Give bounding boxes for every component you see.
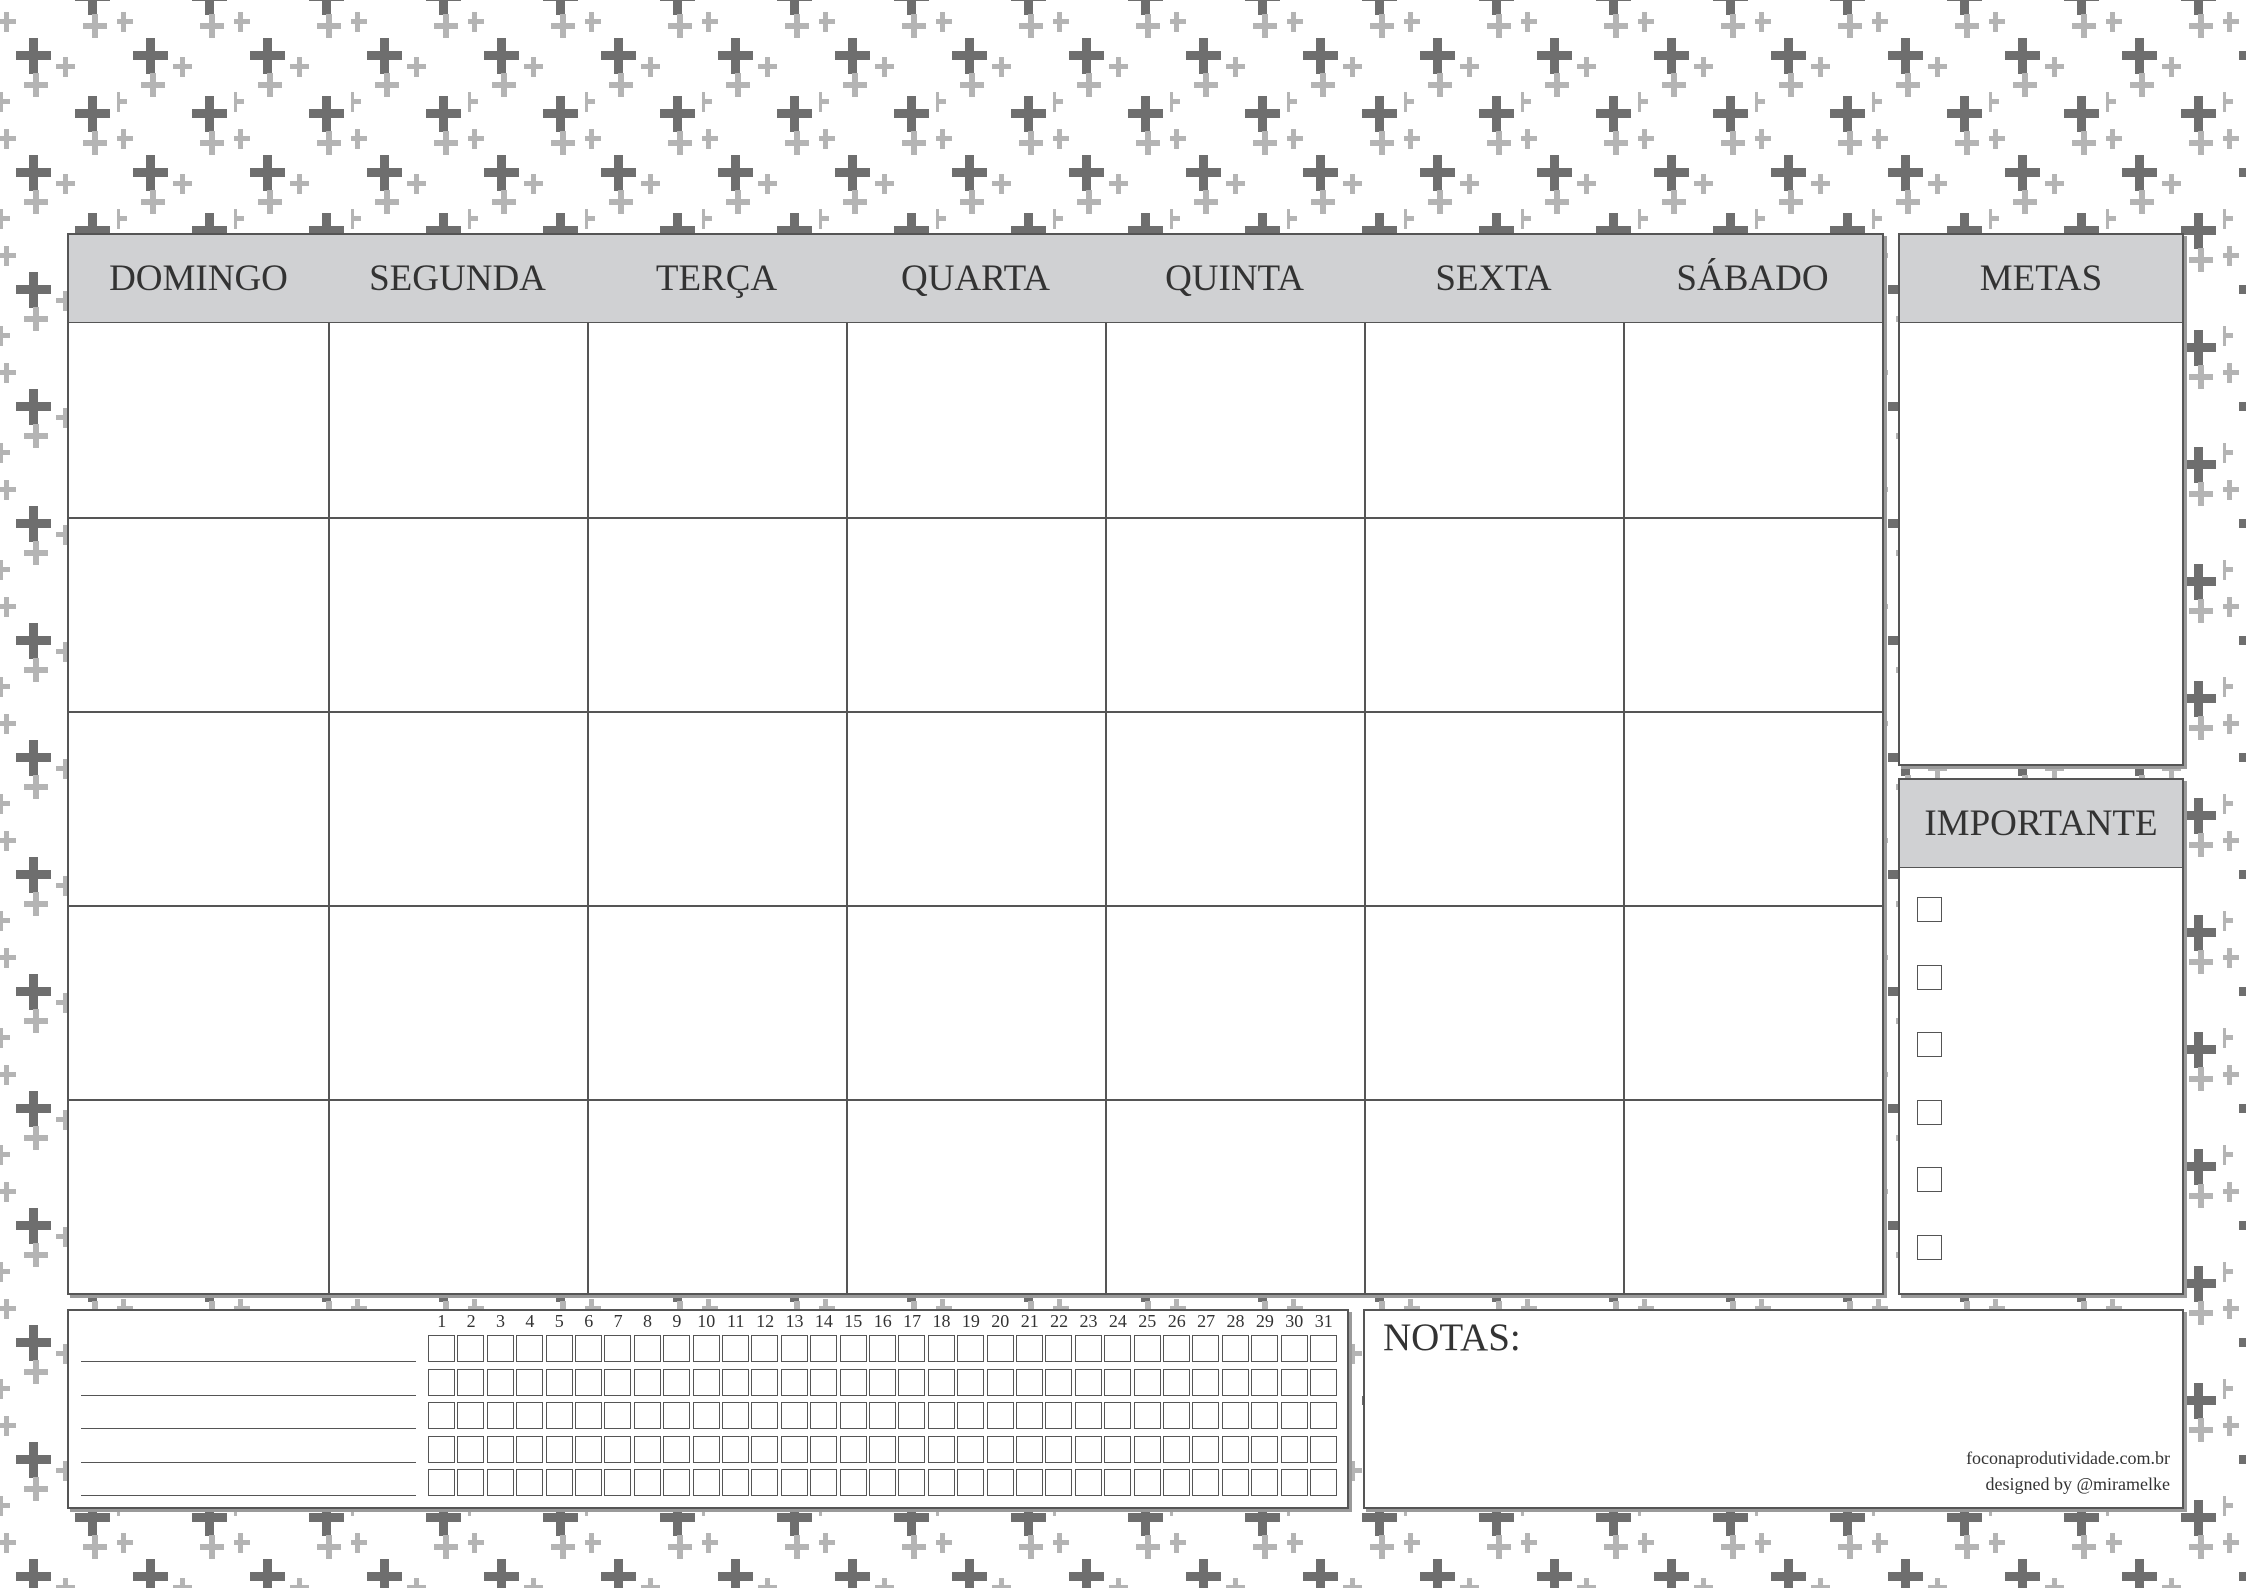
important-checkbox[interactable] [1917, 1100, 1942, 1125]
tracker-day-number: 7 [613, 1311, 623, 1331]
habit-day-checkbox[interactable] [987, 1369, 1014, 1396]
calendar-day-cell[interactable] [69, 517, 328, 711]
habit-day-checkbox[interactable] [957, 1402, 984, 1429]
habit-day-checkbox[interactable] [1134, 1469, 1161, 1496]
tracker-day-number: 15 [844, 1311, 863, 1331]
habit-day-checkbox[interactable] [487, 1402, 514, 1429]
calendar-day-cell[interactable] [69, 323, 328, 517]
habit-day-checkbox[interactable] [810, 1469, 837, 1496]
habit-day-checkbox[interactable] [575, 1335, 602, 1362]
habit-day-checkbox[interactable] [869, 1402, 896, 1429]
row-divider [69, 517, 1882, 519]
habit-day-checkbox[interactable] [1192, 1436, 1219, 1463]
habit-day-checkbox[interactable] [1251, 1369, 1278, 1396]
habit-day-checkbox[interactable] [693, 1402, 720, 1429]
habit-day-checkbox[interactable] [516, 1469, 543, 1496]
tracker-day-number: 6 [584, 1311, 594, 1331]
weekday-tuesday: TERÇA [655, 258, 778, 299]
calendar-day-cell[interactable] [328, 1099, 587, 1293]
calendar-day-cell[interactable] [328, 517, 587, 711]
tracker-day-number: 24 [1108, 1311, 1127, 1331]
calendar-day-cell[interactable] [1623, 711, 1882, 905]
calendar-day-cell[interactable] [846, 711, 1105, 905]
habit-day-checkbox[interactable] [840, 1469, 867, 1496]
habit-day-checkbox[interactable] [751, 1335, 778, 1362]
habit-day-checkbox[interactable] [1075, 1436, 1102, 1463]
calendar-day-cell[interactable] [1105, 323, 1364, 517]
habit-day-checkbox[interactable] [457, 1436, 484, 1463]
habit-day-checkbox[interactable] [634, 1335, 661, 1362]
website-credit: foconaprodutividade.com.br [1966, 1448, 2170, 1468]
habit-day-checkbox[interactable] [957, 1436, 984, 1463]
weekday-wednesday: QUARTA [901, 258, 1050, 299]
habit-day-checkbox[interactable] [957, 1335, 984, 1362]
habit-day-checkbox[interactable] [898, 1335, 925, 1362]
calendar-day-cell[interactable] [69, 711, 328, 905]
row-divider [69, 711, 1882, 713]
habit-day-checkbox[interactable] [487, 1335, 514, 1362]
habit-day-checkbox[interactable] [1310, 1335, 1337, 1362]
important-item-space[interactable] [1952, 965, 2172, 990]
calendar-day-cell[interactable] [587, 517, 846, 711]
habit-name-line[interactable] [81, 1395, 416, 1396]
habit-day-checkbox[interactable] [987, 1402, 1014, 1429]
calendar-day-cell[interactable] [328, 711, 587, 905]
habit-day-checkbox[interactable] [1281, 1369, 1308, 1396]
habit-day-checkbox[interactable] [428, 1436, 455, 1463]
important-item-space[interactable] [1952, 1032, 2172, 1057]
calendar-day-cell[interactable] [1364, 517, 1623, 711]
habit-name-line[interactable] [81, 1361, 416, 1362]
column-divider [1364, 323, 1366, 1293]
habit-day-checkbox[interactable] [898, 1369, 925, 1396]
habit-day-checkbox[interactable] [810, 1335, 837, 1362]
tracker-day-number: 29 [1255, 1311, 1274, 1331]
calendar-day-cell[interactable] [1105, 1099, 1364, 1293]
weekday-sunday: DOMINGO [109, 258, 288, 299]
habit-day-checkbox[interactable] [457, 1469, 484, 1496]
habit-day-checkbox[interactable] [840, 1402, 867, 1429]
habit-day-checkbox[interactable] [1192, 1335, 1219, 1362]
important-checkbox[interactable] [1917, 965, 1942, 990]
habit-day-checkbox[interactable] [722, 1436, 749, 1463]
calendar-day-cell[interactable] [1105, 905, 1364, 1099]
habit-day-checkbox[interactable] [1075, 1369, 1102, 1396]
important-checklist [1900, 868, 2182, 1293]
habit-day-checkbox[interactable] [487, 1369, 514, 1396]
habit-day-checkbox[interactable] [575, 1369, 602, 1396]
habit-day-checkbox[interactable] [693, 1469, 720, 1496]
tracker-day-number: 22 [1050, 1311, 1069, 1331]
habit-day-checkbox[interactable] [1134, 1436, 1161, 1463]
tracker-day-number: 14 [814, 1311, 833, 1331]
tracker-day-number: 21 [1020, 1311, 1039, 1331]
habit-day-checkbox[interactable] [604, 1436, 631, 1463]
goals-title: METAS [1900, 235, 2182, 323]
habit-day-checkbox[interactable] [840, 1369, 867, 1396]
tracker-day-number: 26 [1167, 1311, 1186, 1331]
tracker-day-number: 27 [1197, 1311, 1216, 1331]
calendar-day-cell[interactable] [1623, 517, 1882, 711]
habit-day-checkbox[interactable] [810, 1436, 837, 1463]
habit-day-checkbox[interactable] [722, 1469, 749, 1496]
habit-day-checkbox[interactable] [1075, 1469, 1102, 1496]
tracker-day-number: 25 [1138, 1311, 1157, 1331]
calendar-day-cell[interactable] [587, 1099, 846, 1293]
habit-day-checkbox[interactable] [781, 1469, 808, 1496]
weekday-thursday: QUINTA [1165, 258, 1304, 299]
goals-panel [1898, 233, 2184, 766]
column-divider [328, 323, 330, 1293]
habit-day-checkbox[interactable] [1104, 1436, 1131, 1463]
goals-writing-area[interactable] [1900, 323, 2182, 763]
habit-day-checkbox[interactable] [898, 1469, 925, 1496]
tracker-day-number: 12 [756, 1311, 775, 1331]
habit-day-checkbox[interactable] [1104, 1469, 1131, 1496]
habit-name-line[interactable] [81, 1428, 416, 1429]
important-item-space[interactable] [1952, 1167, 2172, 1192]
calendar-day-cell[interactable] [1364, 905, 1623, 1099]
monthly-calendar [67, 233, 1884, 1295]
habit-day-checkbox[interactable] [457, 1369, 484, 1396]
habit-day-checkbox[interactable] [546, 1335, 573, 1362]
habit-day-checkbox[interactable] [634, 1402, 661, 1429]
tracker-day-number: 13 [785, 1311, 804, 1331]
tracker-day-number: 11 [727, 1311, 745, 1331]
habit-day-checkbox[interactable] [428, 1335, 455, 1362]
important-checkbox[interactable] [1917, 1235, 1942, 1260]
habit-day-checkbox[interactable] [1310, 1469, 1337, 1496]
habit-day-checkbox[interactable] [898, 1436, 925, 1463]
habit-day-checkbox[interactable] [781, 1335, 808, 1362]
habit-day-checkbox[interactable] [1310, 1402, 1337, 1429]
habit-day-checkbox[interactable] [1163, 1369, 1190, 1396]
calendar-day-cell[interactable] [846, 517, 1105, 711]
habit-day-checkbox[interactable] [869, 1469, 896, 1496]
habit-day-checkbox[interactable] [1045, 1469, 1072, 1496]
tracker-day-number: 8 [642, 1311, 652, 1331]
tracker-day-number: 30 [1285, 1311, 1304, 1331]
tracker-day-number: 9 [672, 1311, 682, 1331]
habit-day-checkbox[interactable] [722, 1402, 749, 1429]
calendar-day-cell[interactable] [846, 323, 1105, 517]
habit-day-checkbox[interactable] [693, 1436, 720, 1463]
habit-day-checkbox[interactable] [1045, 1335, 1072, 1362]
habit-day-checkbox[interactable] [634, 1369, 661, 1396]
habit-day-checkbox[interactable] [516, 1369, 543, 1396]
habit-day-checkbox[interactable] [1222, 1369, 1249, 1396]
habit-day-checkbox[interactable] [516, 1402, 543, 1429]
habit-day-checkbox[interactable] [928, 1436, 955, 1463]
habit-day-checkbox[interactable] [1192, 1369, 1219, 1396]
tracker-day-number: 5 [554, 1311, 564, 1331]
tracker-day-number: 19 [961, 1311, 980, 1331]
calendar-day-cell[interactable] [587, 905, 846, 1099]
calendar-day-cell[interactable] [846, 905, 1105, 1099]
tracker-day-number: 20 [991, 1311, 1010, 1331]
calendar-day-cell[interactable] [328, 905, 587, 1099]
habit-day-checkbox[interactable] [1045, 1369, 1072, 1396]
habit-day-checkbox[interactable] [781, 1436, 808, 1463]
tracker-day-number: 4 [525, 1311, 535, 1331]
habit-day-checkbox[interactable] [1281, 1335, 1308, 1362]
habit-day-checkbox[interactable] [1310, 1436, 1337, 1463]
habit-day-checkbox[interactable] [781, 1402, 808, 1429]
habit-day-checkbox[interactable] [810, 1402, 837, 1429]
column-divider [587, 323, 589, 1293]
weekday-saturday: SÁBADO [1676, 258, 1829, 299]
notes-panel [1363, 1309, 2184, 1509]
weekday-friday: SEXTA [1435, 258, 1552, 299]
habit-day-checkbox[interactable] [1104, 1335, 1131, 1362]
habit-day-checkbox[interactable] [1310, 1369, 1337, 1396]
habit-day-checkbox[interactable] [928, 1402, 955, 1429]
calendar-day-cell[interactable] [69, 1099, 328, 1293]
row-divider [69, 905, 1882, 907]
habit-day-checkbox[interactable] [1016, 1369, 1043, 1396]
tracker-day-number: 3 [495, 1311, 505, 1331]
habit-day-checkbox[interactable] [987, 1436, 1014, 1463]
habit-day-checkbox[interactable] [1075, 1335, 1102, 1362]
column-divider [1105, 323, 1107, 1293]
habit-day-checkbox[interactable] [1104, 1402, 1131, 1429]
habit-day-checkbox[interactable] [1281, 1436, 1308, 1463]
important-checkbox[interactable] [1917, 1167, 1942, 1192]
habit-day-checkbox[interactable] [751, 1402, 778, 1429]
important-checkbox[interactable] [1917, 897, 1942, 922]
habit-day-checkbox[interactable] [546, 1369, 573, 1396]
habit-day-checkbox[interactable] [751, 1369, 778, 1396]
habit-day-checkbox[interactable] [1016, 1436, 1043, 1463]
habit-day-checkbox[interactable] [1222, 1402, 1249, 1429]
calendar-day-cell[interactable] [846, 1099, 1105, 1293]
habit-day-checkbox[interactable] [957, 1369, 984, 1396]
habit-day-checkbox[interactable] [1016, 1335, 1043, 1362]
habit-day-checkbox[interactable] [1251, 1335, 1278, 1362]
habit-day-checkbox[interactable] [1016, 1402, 1043, 1429]
habit-day-checkbox[interactable] [840, 1335, 867, 1362]
habit-day-checkbox[interactable] [1192, 1402, 1219, 1429]
habit-day-checkbox[interactable] [840, 1436, 867, 1463]
habit-day-checkbox[interactable] [1104, 1369, 1131, 1396]
habit-day-checkbox[interactable] [781, 1369, 808, 1396]
calendar-day-cell[interactable] [1105, 517, 1364, 711]
habit-day-checkbox[interactable] [663, 1469, 690, 1496]
habit-day-checkbox[interactable] [428, 1402, 455, 1429]
habit-day-checkbox[interactable] [604, 1335, 631, 1362]
calendar-day-cell[interactable] [1105, 711, 1364, 905]
habit-day-checkbox[interactable] [1251, 1436, 1278, 1463]
habit-tracker [67, 1309, 1349, 1509]
habit-day-checkbox[interactable] [604, 1369, 631, 1396]
habit-day-checkbox[interactable] [987, 1335, 1014, 1362]
row-divider [69, 1099, 1882, 1101]
tracker-day-number: 1 [437, 1311, 447, 1331]
habit-day-checkbox[interactable] [546, 1436, 573, 1463]
weekday-header [69, 235, 1882, 323]
habit-day-checkbox[interactable] [1222, 1436, 1249, 1463]
habit-day-checkbox[interactable] [722, 1369, 749, 1396]
calendar-day-grid [69, 323, 1882, 1293]
habit-day-checkbox[interactable] [428, 1369, 455, 1396]
tracker-day-number: 31 [1314, 1311, 1333, 1331]
tracker-day-number: 10 [697, 1311, 716, 1331]
tracker-day-number: 16 [873, 1311, 892, 1331]
habit-day-checkbox[interactable] [1075, 1402, 1102, 1429]
designer-credit: designed by @miramelke [1985, 1474, 2170, 1494]
column-divider [846, 323, 848, 1293]
calendar-day-cell[interactable] [328, 323, 587, 517]
habit-name-line[interactable] [81, 1462, 416, 1463]
habit-day-checkbox[interactable] [928, 1335, 955, 1362]
calendar-day-cell[interactable] [1623, 323, 1882, 517]
tracker-day-number: 18 [932, 1311, 951, 1331]
habit-day-checkbox[interactable] [751, 1436, 778, 1463]
habit-day-checkbox[interactable] [604, 1402, 631, 1429]
calendar-day-cell[interactable] [1623, 1099, 1882, 1293]
habit-day-checkbox[interactable] [428, 1469, 455, 1496]
habit-day-checkbox[interactable] [487, 1436, 514, 1463]
habit-day-checkbox[interactable] [663, 1369, 690, 1396]
habit-day-checkbox[interactable] [869, 1436, 896, 1463]
weekday-monday: SEGUNDA [369, 258, 546, 299]
habit-day-checkbox[interactable] [1251, 1469, 1278, 1496]
habit-day-checkbox[interactable] [663, 1335, 690, 1362]
habit-day-checkbox[interactable] [869, 1369, 896, 1396]
habit-day-checkbox[interactable] [1222, 1469, 1249, 1496]
habit-day-checkbox[interactable] [928, 1369, 955, 1396]
habit-day-checkbox[interactable] [1281, 1402, 1308, 1429]
habit-day-checkbox[interactable] [693, 1335, 720, 1362]
important-title: IMPORTANTE [1900, 780, 2182, 868]
habit-day-checkbox[interactable] [1192, 1469, 1219, 1496]
habit-day-checkbox[interactable] [1163, 1436, 1190, 1463]
habit-day-checkbox[interactable] [987, 1469, 1014, 1496]
habit-day-checkbox[interactable] [487, 1469, 514, 1496]
important-panel [1898, 778, 2184, 1295]
habit-day-checkbox[interactable] [1281, 1469, 1308, 1496]
habit-day-checkbox[interactable] [928, 1469, 955, 1496]
habit-day-checkbox[interactable] [1045, 1402, 1072, 1429]
tracker-day-number: 23 [1079, 1311, 1098, 1331]
habit-day-checkbox[interactable] [1163, 1469, 1190, 1496]
habit-day-checkbox[interactable] [810, 1369, 837, 1396]
habit-day-checkbox[interactable] [1222, 1335, 1249, 1362]
tracker-day-number: 2 [466, 1311, 476, 1331]
habit-day-checkbox[interactable] [575, 1436, 602, 1463]
habit-day-checkbox[interactable] [1134, 1369, 1161, 1396]
habit-day-checkbox[interactable] [957, 1469, 984, 1496]
habit-day-checkbox[interactable] [722, 1335, 749, 1362]
habit-day-checkbox[interactable] [693, 1369, 720, 1396]
calendar-day-cell[interactable] [1364, 1099, 1623, 1293]
habit-day-checkbox[interactable] [516, 1436, 543, 1463]
calendar-day-cell[interactable] [587, 711, 846, 905]
habit-day-checkbox[interactable] [869, 1335, 896, 1362]
habit-day-checkbox[interactable] [575, 1469, 602, 1496]
important-item-space[interactable] [1952, 1235, 2172, 1260]
habit-day-checkbox[interactable] [457, 1335, 484, 1362]
notes-title: NOTAS: [1383, 1316, 1521, 1359]
habit-day-checkbox[interactable] [634, 1436, 661, 1463]
tracker-day-number: 17 [903, 1311, 922, 1331]
tracker-day-number: 28 [1226, 1311, 1245, 1331]
habit-day-checkbox[interactable] [575, 1402, 602, 1429]
habit-day-checkbox[interactable] [546, 1469, 573, 1496]
habit-day-checkbox[interactable] [1134, 1335, 1161, 1362]
calendar-day-cell[interactable] [69, 905, 328, 1099]
calendar-day-cell[interactable] [587, 323, 846, 517]
habit-day-checkbox[interactable] [1163, 1402, 1190, 1429]
column-divider [1623, 323, 1625, 1293]
habit-day-checkbox[interactable] [457, 1402, 484, 1429]
habit-day-checkbox[interactable] [1134, 1402, 1161, 1429]
habit-day-checkbox[interactable] [1163, 1335, 1190, 1362]
habit-day-checkbox[interactable] [663, 1402, 690, 1429]
habit-day-checkbox[interactable] [634, 1469, 661, 1496]
habit-day-checkbox[interactable] [516, 1335, 543, 1362]
calendar-day-cell[interactable] [1364, 323, 1623, 517]
habit-day-checkbox[interactable] [546, 1402, 573, 1429]
habit-day-checkbox[interactable] [898, 1402, 925, 1429]
calendar-day-cell[interactable] [1364, 711, 1623, 905]
important-item-space[interactable] [1952, 897, 2172, 922]
habit-day-checkbox[interactable] [1045, 1436, 1072, 1463]
calendar-day-cell[interactable] [1623, 905, 1882, 1099]
habit-day-checkbox[interactable] [663, 1436, 690, 1463]
habit-day-checkbox[interactable] [1251, 1402, 1278, 1429]
habit-day-checkbox[interactable] [604, 1469, 631, 1496]
habit-day-checkbox[interactable] [1016, 1469, 1043, 1496]
habit-name-line[interactable] [81, 1495, 416, 1496]
important-item-space[interactable] [1952, 1100, 2172, 1125]
important-checkbox[interactable] [1917, 1032, 1942, 1057]
habit-day-checkbox[interactable] [751, 1469, 778, 1496]
